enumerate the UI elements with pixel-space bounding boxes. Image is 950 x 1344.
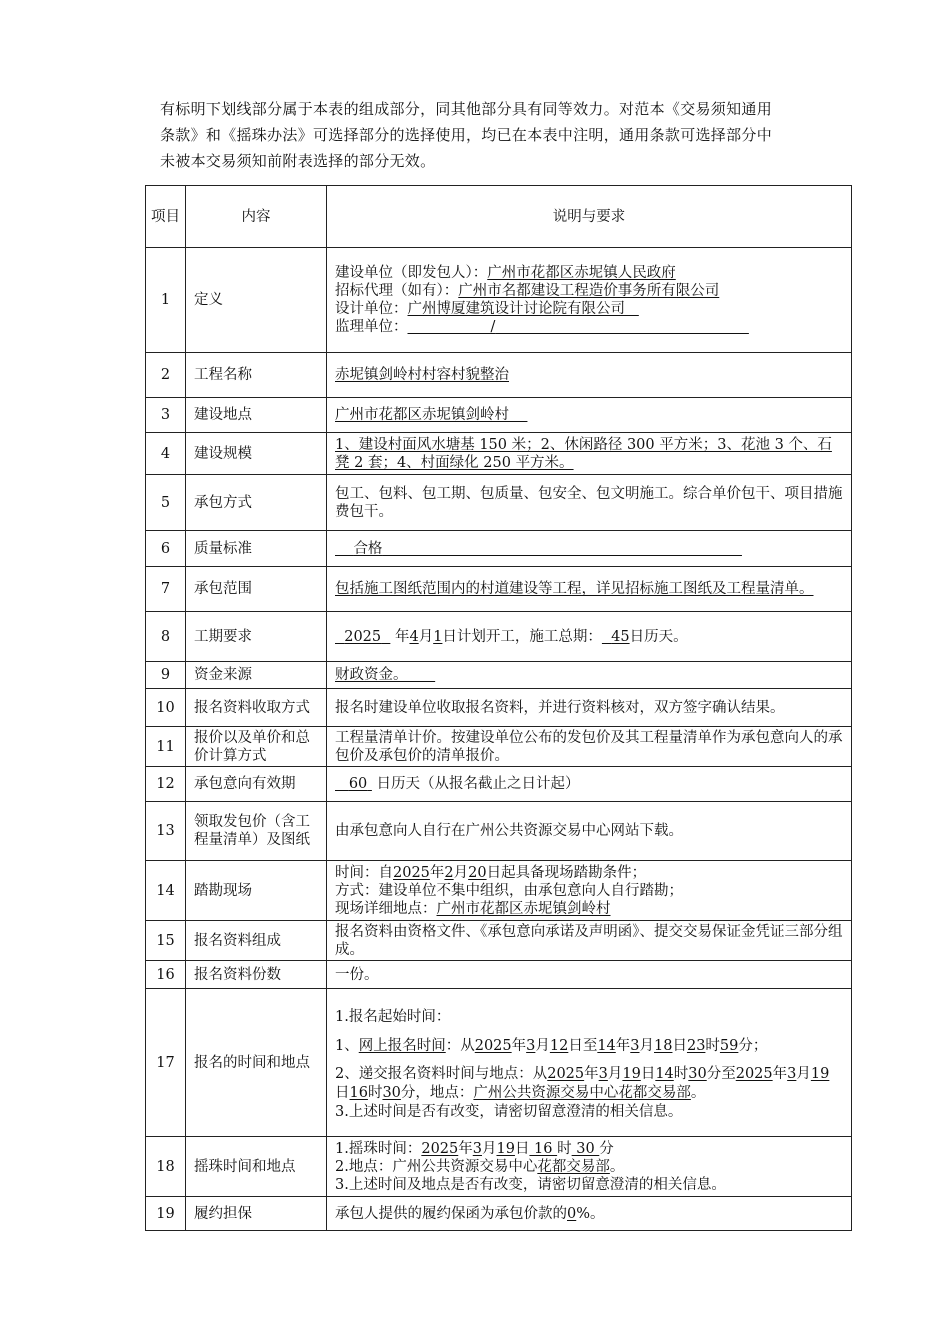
underlined-value: 20 — [468, 864, 487, 881]
row-description — [327, 248, 852, 353]
header-item-no: 项目 — [146, 186, 186, 248]
row-number: 19 — [146, 1197, 186, 1231]
row-label: 报名资料收取方式 — [186, 689, 327, 727]
table-row — [146, 612, 852, 662]
underlined-value: 3 — [472, 1140, 482, 1157]
row-description — [327, 767, 852, 802]
text: 。 — [690, 1084, 706, 1101]
text: 日历天。 — [629, 628, 688, 645]
underlined-value: 包括施工图纸范围内的村道建设等工程，详见招标施工图纸及工程量清单。 — [335, 581, 814, 597]
underlined-value: 网上报名时间 — [358, 1037, 446, 1054]
text: 日历天（从报名截止之日计起） — [371, 776, 580, 792]
row-number: 3 — [146, 398, 186, 433]
text: 45 — [611, 628, 630, 645]
table-row — [146, 353, 852, 398]
text: 月 — [639, 1037, 655, 1054]
row-description: 包工、包料、包工期、包质量、包安全、包文明施工。综合单价包干、项目措施费包干。 — [327, 475, 852, 531]
underlined-value: 广州公共资源交易中心花都交易部 — [473, 1084, 691, 1101]
row-description: 由承包意向人自行在广州公共资源交易中心网站下载。 — [327, 802, 852, 861]
row-number: 6 — [146, 531, 186, 567]
text: 2、递交报名资料时间与地点：从 — [335, 1065, 548, 1082]
row-label: 踏勘现场 — [186, 861, 327, 921]
underlined-value: 59 — [719, 1037, 739, 1054]
text: 合格 — [353, 540, 383, 557]
underlined-value — [602, 629, 630, 645]
row-description — [327, 612, 852, 662]
row-description: 报名资料由资格文件、《承包意向承诺及声明函》、提交交易保证金凭证三部分组成。 — [327, 921, 852, 961]
table-row — [146, 802, 852, 861]
row-number: 1 — [146, 248, 186, 353]
row-label: 质量标准 — [186, 531, 327, 567]
underlined-value: 14 — [655, 1065, 674, 1082]
text: 分； — [738, 1037, 768, 1054]
underlined-value: 2 — [444, 864, 454, 881]
text: 日起具备现场踏勘条件； — [486, 864, 647, 881]
table-row — [146, 567, 852, 612]
row-number: 4 — [146, 433, 186, 475]
row-label: 承包方式 — [186, 475, 327, 531]
text: 月 — [481, 1140, 497, 1157]
text: 月 — [453, 864, 469, 881]
text: 日 — [672, 1037, 687, 1054]
table-row — [146, 248, 852, 353]
text: 时 — [367, 1084, 383, 1101]
text: 1.摇珠时间： — [335, 1140, 422, 1157]
row-label: 工期要求 — [186, 612, 327, 662]
underlined-value: 2025 — [474, 1037, 512, 1054]
text: 承包人提供的履约保函为承包价款的 — [335, 1205, 567, 1222]
row-description — [327, 1137, 852, 1197]
underlined-value: 广州市花都区赤坭镇人民政府 — [487, 265, 676, 281]
row-label: 履约担保 — [186, 1197, 327, 1231]
text: 2025 — [344, 628, 382, 645]
text: 日至 — [568, 1037, 598, 1054]
underlined-value: 3 — [598, 1065, 608, 1082]
text: 招标代理（如有）： — [335, 283, 459, 299]
row-number: 8 — [146, 612, 186, 662]
underlined-value: 0 — [567, 1205, 577, 1222]
row-number: 14 — [146, 861, 186, 921]
text: 年 — [458, 1140, 473, 1157]
text: 年 — [429, 864, 445, 881]
text: 分至 — [706, 1065, 736, 1082]
underlined-value: 4 — [409, 628, 419, 645]
underlined-value — [335, 629, 390, 645]
text: 广州博厦建筑设计讨论院有限公司 — [407, 301, 625, 317]
underlined-value — [335, 776, 372, 792]
text: 年 — [772, 1065, 788, 1082]
underlined-value — [335, 541, 742, 557]
row-description — [327, 398, 852, 433]
underlined-value: 16 — [529, 1140, 558, 1157]
row-label: 承包范围 — [186, 567, 327, 612]
table-row — [146, 727, 852, 767]
underlined-value — [335, 667, 435, 683]
row-label: 资金来源 — [186, 662, 327, 689]
row-description — [327, 989, 852, 1137]
underlined-value: 3 — [526, 1037, 536, 1054]
text: 月 — [418, 628, 434, 645]
underlined-value: 30 — [382, 1084, 401, 1101]
text: 2.地点：广州公共资源交易中心 — [335, 1158, 538, 1175]
row-label: 建设地点 — [186, 398, 327, 433]
text: 方式：建设单位不集中组织，由承包意向人自行踏勘； — [335, 882, 683, 899]
underlined-value: 2025 — [735, 1065, 773, 1082]
text: 年 — [615, 1037, 631, 1054]
row-number: 17 — [146, 989, 186, 1137]
row-number: 15 — [146, 921, 186, 961]
row-description — [327, 433, 852, 475]
text: 年 — [584, 1065, 599, 1082]
text: 建设单位（即发包人）： — [335, 265, 488, 281]
row-label: 摇珠时间和地点 — [186, 1137, 327, 1197]
table-row — [146, 398, 852, 433]
text: 广州市花都区赤坭镇剑岭村 — [335, 407, 509, 423]
underlined-value: 30 — [688, 1065, 707, 1082]
table-row — [146, 1197, 852, 1231]
intro-line-1: 有标明下划线部分属于本表的组成部分，同其他部分具有同等效力。对范本《交易须知通用 — [160, 100, 773, 118]
text: 1、 — [335, 1037, 359, 1054]
text: 监理单位： — [335, 319, 408, 335]
row-description — [327, 567, 852, 612]
text: 日计划开工，施工总期： — [442, 628, 602, 645]
row-label: 报名资料组成 — [186, 921, 327, 961]
text: 时 — [557, 1140, 572, 1157]
row-number: 12 — [146, 767, 186, 802]
text: 分，地点： — [400, 1084, 474, 1101]
underlined-value: 1、建设村面风水塘基 150 米；2、休闲路径 300 平方米；3、花池 3 个、石凳 2 套；4、村面绿化 250 平方米。 — [335, 436, 832, 471]
table-row — [146, 961, 852, 989]
text: %。 — [576, 1205, 605, 1222]
row-number: 18 — [146, 1137, 186, 1197]
text: 时 — [705, 1037, 720, 1054]
underlined-value: 赤坭镇剑岭村村容村貌整治 — [335, 367, 509, 383]
row-number: 10 — [146, 689, 186, 727]
underlined-value: 18 — [654, 1037, 673, 1054]
row-label: 报名资料份数 — [186, 961, 327, 989]
row-description: 报名时建设单位收取报名资料，并进行资料核对，双方签字确认结果。 — [327, 689, 852, 727]
row-number: 13 — [146, 802, 186, 861]
text: 60 — [348, 776, 368, 792]
table-row — [146, 989, 852, 1137]
underlined-value: 2025 — [421, 1140, 459, 1157]
table-row — [146, 433, 852, 475]
row-number: 5 — [146, 475, 186, 531]
row-number: 7 — [146, 567, 186, 612]
table-row — [146, 662, 852, 689]
text: / — [490, 319, 496, 335]
row-label: 承包意向有效期 — [186, 767, 327, 802]
row-number: 9 — [146, 662, 186, 689]
underlined-value: 19 — [810, 1065, 830, 1082]
text: 月 — [796, 1065, 811, 1082]
row-label: 领取发包价（含工程量清单）及图纸 — [186, 802, 327, 861]
row-description — [327, 861, 852, 921]
text: 分 — [599, 1140, 614, 1157]
text: ：从 — [445, 1037, 475, 1054]
row-description — [327, 531, 852, 567]
intro-line-2: 条款》和《摇珠办法》可选择部分的选择使用，均已在本表中注明，通用条款可选择部分中 — [160, 126, 773, 144]
underlined-value: 广州市花都区赤坭镇剑岭村 — [436, 900, 611, 917]
intro-paragraph — [160, 96, 842, 174]
row-number: 2 — [146, 353, 186, 398]
row-description: 一份。 — [327, 961, 852, 989]
table-row — [146, 475, 852, 531]
header-description: 说明与要求 — [327, 186, 852, 248]
row-label: 工程名称 — [186, 353, 327, 398]
text: 日 — [640, 1065, 656, 1082]
text: 1.报名起始时间： — [335, 1008, 451, 1025]
text: 月 — [535, 1037, 550, 1054]
text: 年 — [390, 628, 410, 645]
text: 时间：自 — [335, 864, 393, 881]
underlined-value: 花都交易部 — [537, 1158, 610, 1175]
header-content: 内容 — [186, 186, 327, 248]
table-row — [146, 767, 852, 802]
table-row — [146, 1137, 852, 1197]
underlined-value: 1 — [433, 628, 443, 645]
text: 3.上述时间是否有改变，请密切留意澄清的相关信息。 — [335, 1103, 683, 1120]
text: 日 — [514, 1140, 530, 1157]
text: 财政资金。 — [335, 667, 408, 683]
table-row — [146, 921, 852, 961]
text: 3.上述时间及地点是否有改变，请密切留意澄清的相关信息。 — [335, 1176, 726, 1193]
underlined-value: 2025 — [547, 1065, 585, 1082]
underlined-value: 3 — [787, 1065, 797, 1082]
text: 。 — [609, 1158, 625, 1175]
underlined-value: 19 — [622, 1065, 641, 1082]
text: 日 — [335, 1084, 350, 1101]
underlined-value: 广州市名都建设工程造价事务所有限公司 — [458, 283, 720, 299]
underlined-value: 12 — [549, 1037, 569, 1054]
row-label: 报名的时间和地点 — [186, 989, 327, 1137]
underlined-value: 14 — [597, 1037, 616, 1054]
row-label: 建设规模 — [186, 433, 327, 475]
underlined-value — [408, 301, 639, 317]
row-description: 工程量清单计价。按建设单位公布的发包价及其工程量清单作为承包意向人的承包价及承包价的清单报价。 — [327, 727, 852, 767]
intro-line-3: 未被本交易须知前附表选择的部分无效。 — [160, 152, 436, 170]
text: 现场详细地点： — [335, 900, 437, 917]
table-header-row — [146, 186, 852, 248]
underlined-value: 30 — [571, 1140, 600, 1157]
table-row — [146, 689, 852, 727]
row-description — [327, 1197, 852, 1231]
underlined-value — [335, 407, 527, 423]
underlined-value — [408, 319, 749, 335]
table-row — [146, 531, 852, 567]
row-number: 11 — [146, 727, 186, 767]
row-label: 定义 — [186, 248, 327, 353]
row-label: 报价以及单价和总价计算方式 — [186, 727, 327, 767]
text: 设计单位： — [335, 301, 408, 317]
text: 月 — [607, 1065, 623, 1082]
underlined-value: 19 — [496, 1140, 515, 1157]
underlined-value: 23 — [686, 1037, 706, 1054]
underlined-value: 16 — [349, 1084, 368, 1101]
row-description — [327, 662, 852, 689]
text: 年 — [511, 1037, 527, 1054]
underlined-value: 2025 — [393, 864, 430, 881]
row-description — [327, 353, 852, 398]
row-number: 16 — [146, 961, 186, 989]
pre-annex-table — [145, 185, 852, 1231]
underlined-value: 3 — [630, 1037, 640, 1054]
text: 时 — [673, 1065, 689, 1082]
table-row — [146, 861, 852, 921]
